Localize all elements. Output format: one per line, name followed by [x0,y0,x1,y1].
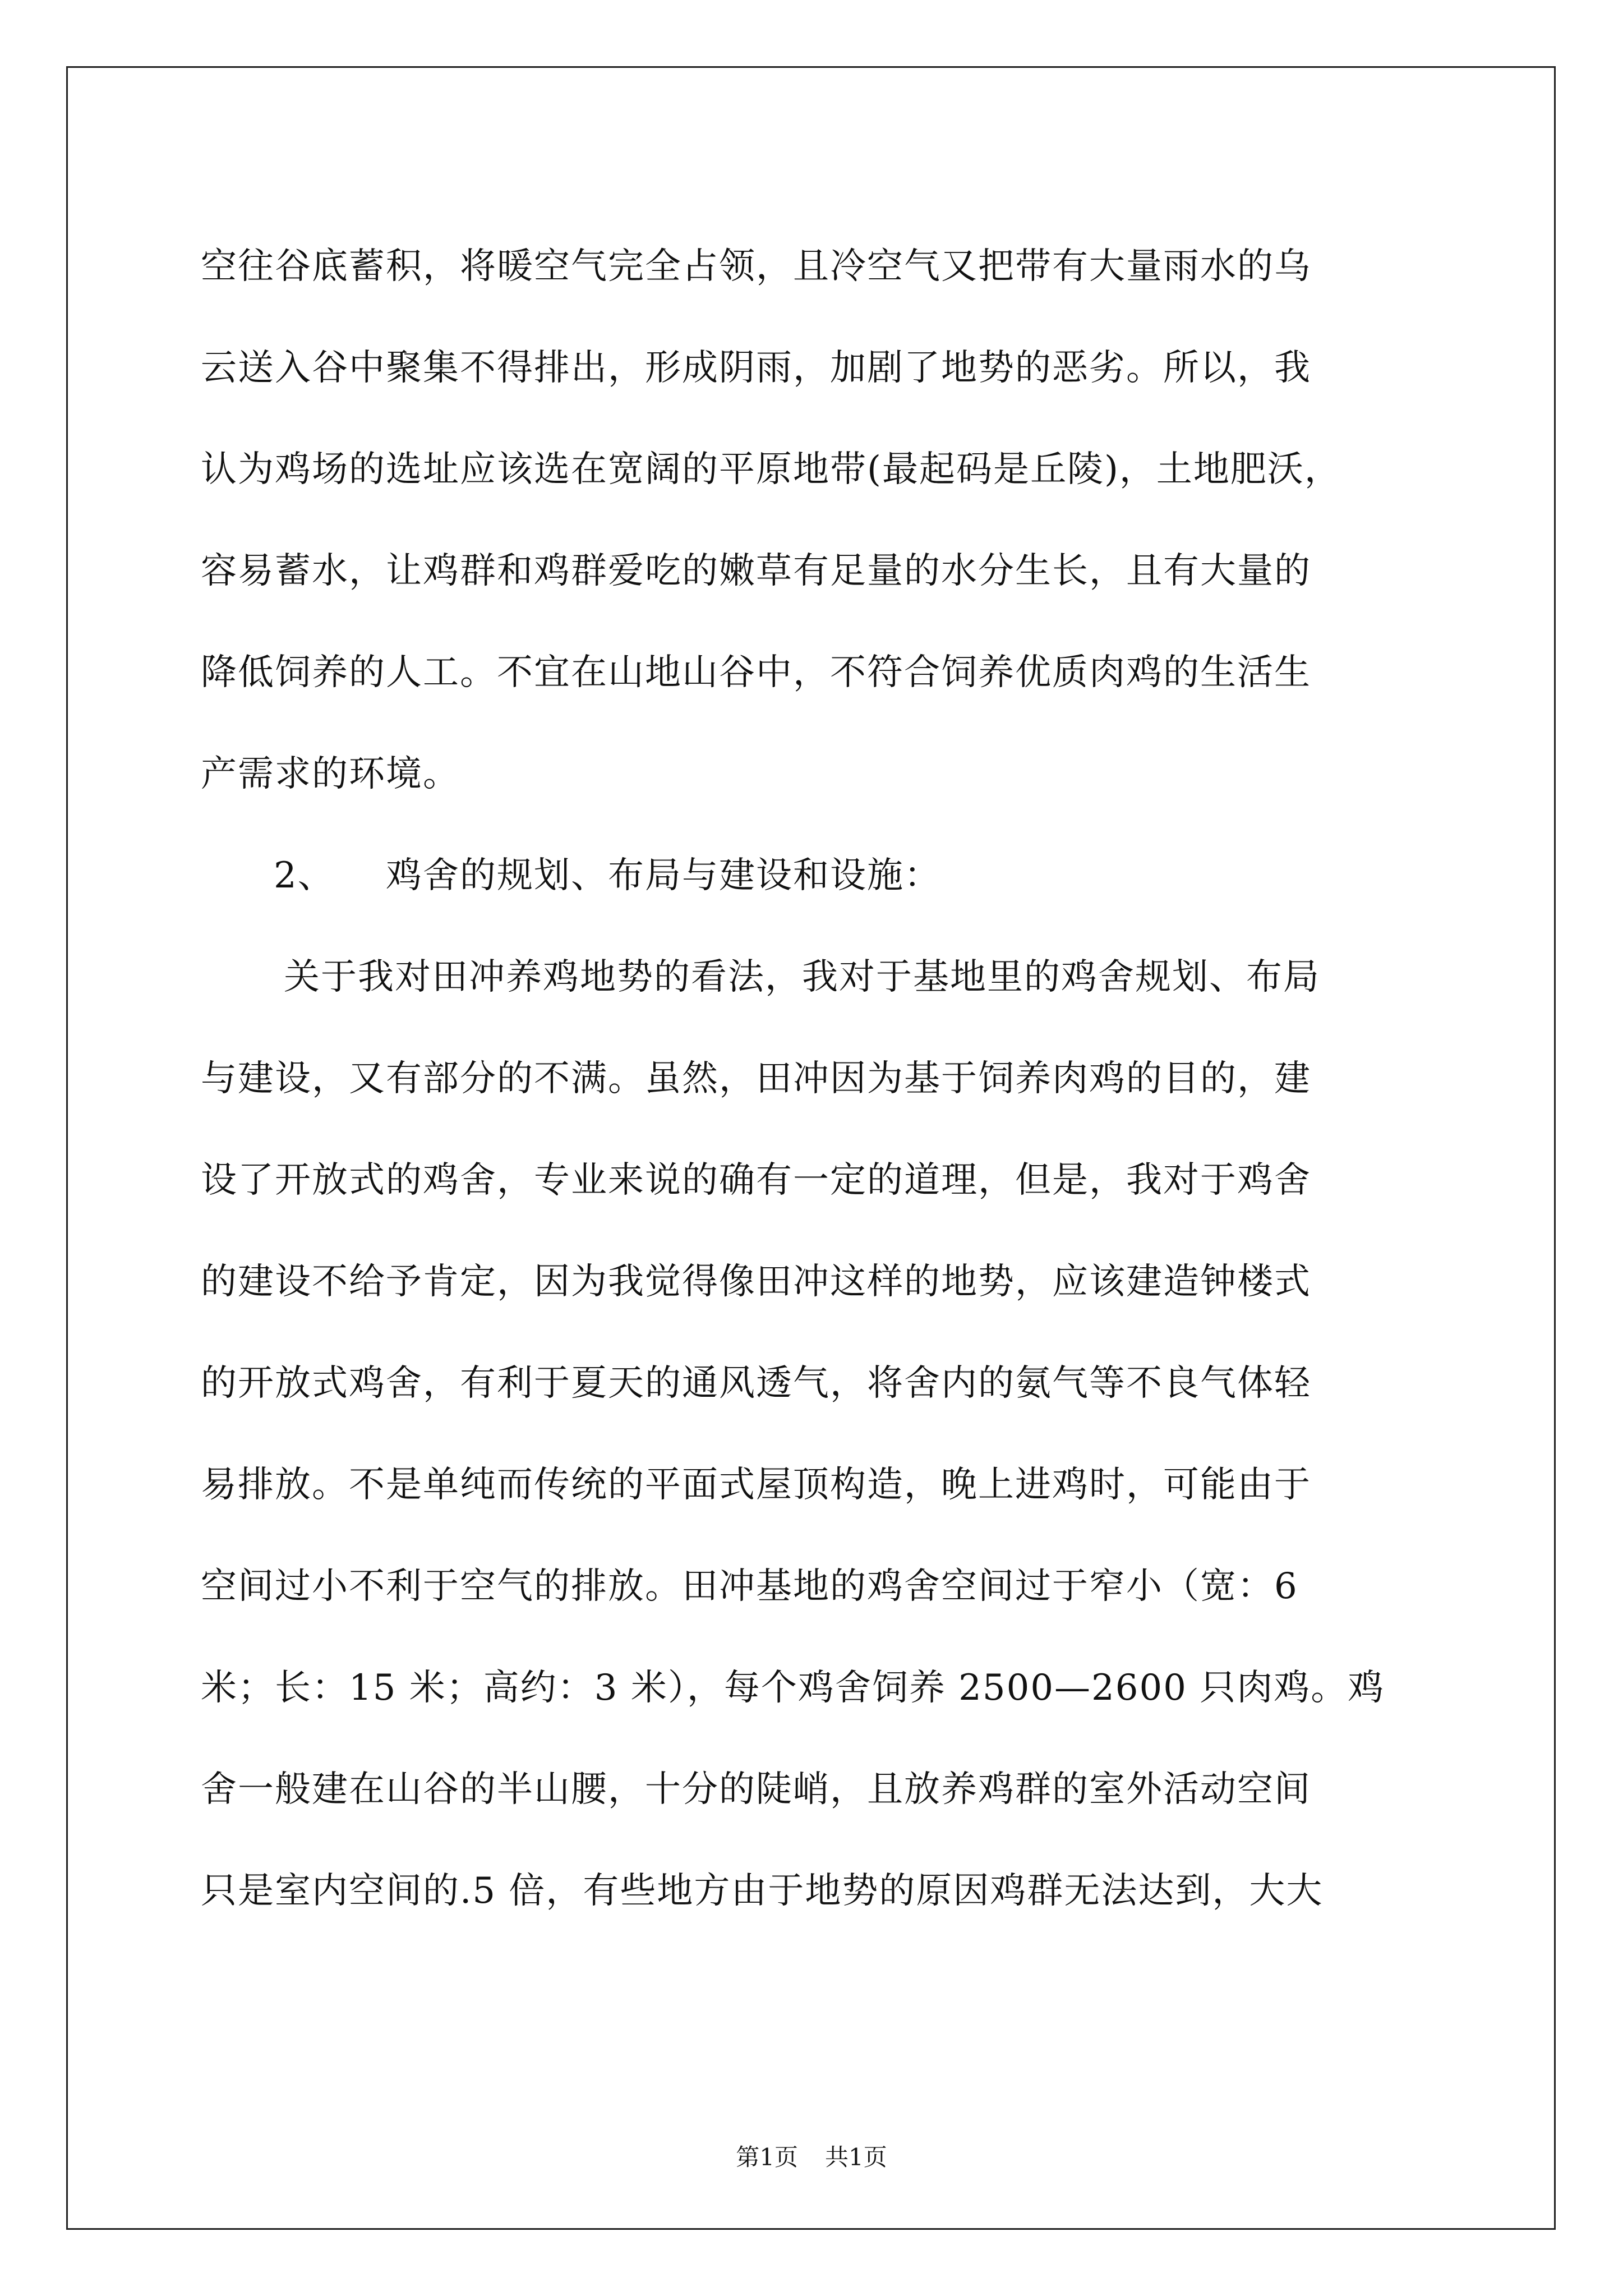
text-line: 产需求的环境。 [201,753,460,795]
text-line: 容易蓄水，让鸡群和鸡群爱吃的嫩草有足量的水分生长，且有大量的 [201,550,1311,592]
text-line: 云送入谷中聚集不得排出，形成阴雨，加剧了地势的恶劣。所以，我 [201,347,1311,389]
page-number: 第1页 [736,2143,798,2171]
text-line: 的开放式鸡舍，有利于夏天的通风透气，将舍内的氨气等不良气体轻 [201,1363,1311,1404]
text-line: 易排放。不是单纯而传统的平面式屋顶构造，晚上进鸡时，可能由于 [201,1464,1311,1506]
text-line: 与建设，又有部分的不满。虽然，田冲因为基于饲养肉鸡的目的，建 [201,1058,1311,1099]
text-line: 空间过小不利于空气的排放。田冲基地的鸡舍空间过于窄小（宽：6 [201,1566,1298,1607]
text-line: 只是室内空间的.5 倍，有些地方由于地势的原因鸡群无法达到，大大 [201,1870,1324,1912]
text-line: 空往谷底蓄积，将暖空气完全占领，且冷空气又把带有大量雨水的乌 [201,246,1311,287]
text-line: 关于我对田冲养鸡地势的看法，我对于基地里的鸡舍规划、布局 [284,956,1320,998]
section-number: 2、 [274,855,335,896]
text-line: 的建设不给予肯定，因为我觉得像田冲这样的地势，应该建造钟楼式 [201,1261,1311,1303]
page-total: 共1页 [825,2143,887,2171]
page-footer [0,2142,1623,2173]
text-line: 米；长：15 米；高约：3 米），每个鸡舍饲养 2500—2600 只肉鸡。鸡 [201,1667,1385,1709]
section-heading [201,825,1423,927]
document-body [201,216,1423,1942]
text-line: 降低饲养的人工。不宜在山地山谷中，不符合饲养优质肉鸡的生活生 [201,652,1311,693]
section-title: 鸡舍的规划、布局与建设和设施： [386,855,941,896]
text-line: 舍一般建在山谷的半山腰，十分的陡峭，且放养鸡群的室外活动空间 [201,1769,1311,1810]
text-line: 设了开放式的鸡舍，专业来说的确有一定的道理，但是，我对于鸡舍 [201,1159,1311,1201]
text-line: 认为鸡场的选址应该选在宽阔的平原地带(最起码是丘陵)，土地肥沃， [201,449,1341,490]
